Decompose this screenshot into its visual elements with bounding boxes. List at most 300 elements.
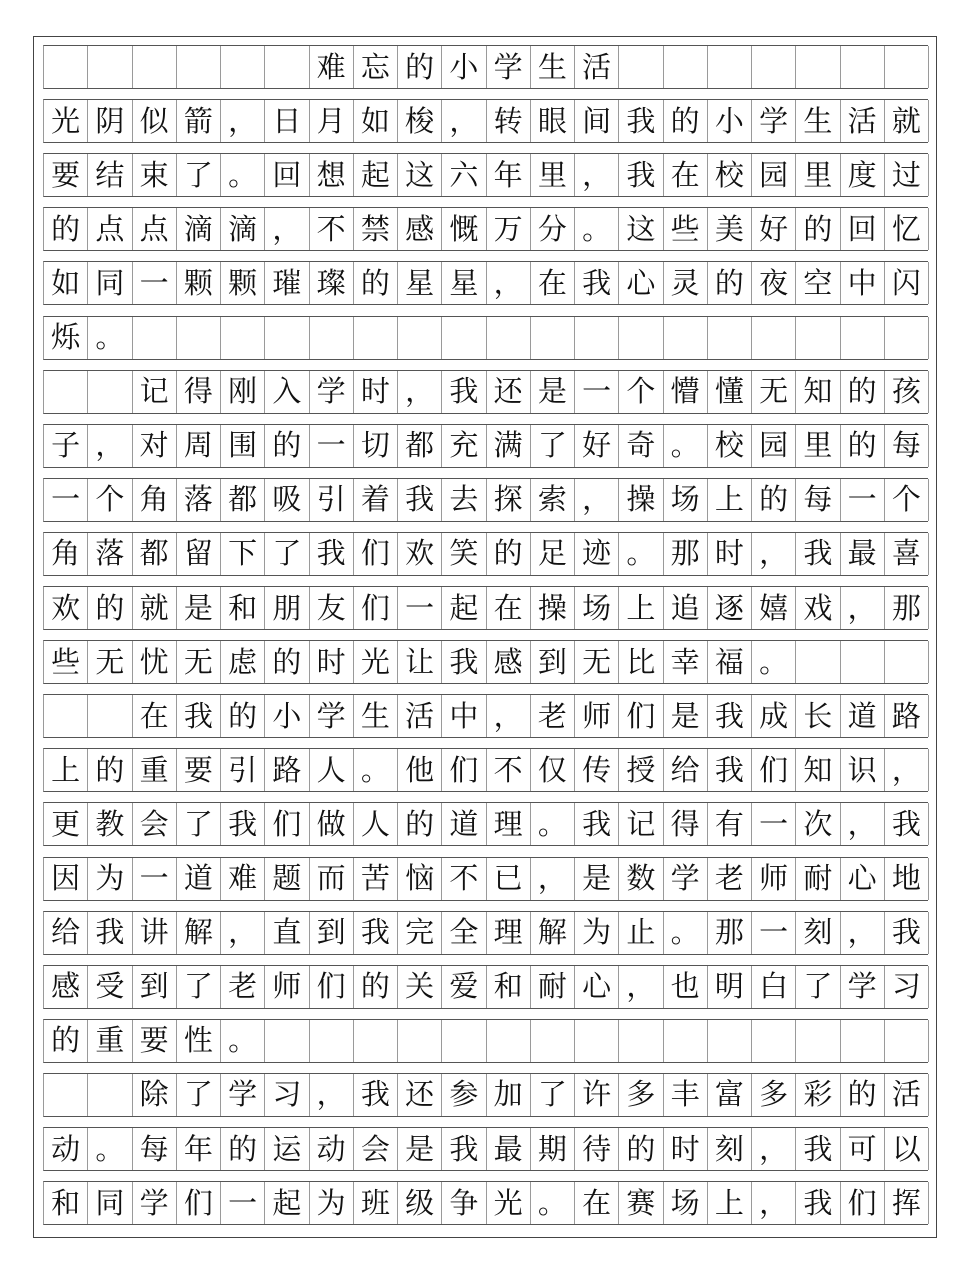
grid-cell: 让 <box>398 641 442 683</box>
grid-cell: 要 <box>44 154 88 196</box>
grid-cell <box>398 1020 442 1062</box>
grid-cell: 老 <box>708 858 752 900</box>
grid-cell <box>88 46 132 88</box>
essay-line <box>43 1073 928 1117</box>
grid-cell: 我 <box>88 912 132 954</box>
grid-cell: 人 <box>310 749 354 791</box>
grid-cell: 每 <box>796 479 840 521</box>
grid-cell: 在 <box>664 154 708 196</box>
grid-cell: 我 <box>354 912 398 954</box>
grid-cell: 恼 <box>398 858 442 900</box>
grid-cell <box>619 317 663 359</box>
grid-cell: 一 <box>310 425 354 467</box>
grid-cell: 点 <box>88 208 132 250</box>
grid-cell: 充 <box>442 425 486 467</box>
grid-cell: 得 <box>664 803 708 845</box>
grid-cell: 学 <box>752 100 796 142</box>
grid-cell: 因 <box>44 858 88 900</box>
grid-cell: 我 <box>708 695 752 737</box>
grid-cell <box>619 1020 663 1062</box>
grid-cell: 孩 <box>885 371 929 413</box>
grid-cell: 分 <box>531 208 575 250</box>
grid-cell <box>841 641 885 683</box>
grid-cell: 道 <box>442 803 486 845</box>
grid-cell: 学 <box>310 371 354 413</box>
grid-cell: 光 <box>354 641 398 683</box>
grid-cell: 为 <box>88 858 132 900</box>
grid-cell: 的 <box>221 695 265 737</box>
grid-cell: 有 <box>708 803 752 845</box>
grid-cell: 这 <box>398 154 442 196</box>
grid-cell: 挥 <box>885 1182 929 1224</box>
grid-cell: 富 <box>708 1074 752 1116</box>
grid-cell: 的 <box>265 425 309 467</box>
grid-cell: 了 <box>177 966 221 1008</box>
essay-line <box>43 261 928 305</box>
grid-cell: 重 <box>133 749 177 791</box>
grid-cell: 记 <box>133 371 177 413</box>
grid-cell: 感 <box>487 641 531 683</box>
grid-cell: 束 <box>133 154 177 196</box>
grid-cell: 引 <box>310 479 354 521</box>
grid-cell: 。 <box>354 749 398 791</box>
grid-cell: 刻 <box>708 1128 752 1170</box>
grid-cell <box>487 317 531 359</box>
grid-cell: 我 <box>221 803 265 845</box>
grid-cell: 性 <box>177 1020 221 1062</box>
grid-cell: 里 <box>796 154 840 196</box>
grid-cell: 周 <box>177 425 221 467</box>
grid-cell: 知 <box>796 749 840 791</box>
grid-cell: 些 <box>664 208 708 250</box>
grid-cell: 对 <box>133 425 177 467</box>
grid-cell: 那 <box>708 912 752 954</box>
grid-cell: 欢 <box>398 533 442 575</box>
grid-cell: 索 <box>531 479 575 521</box>
grid-cell: 园 <box>752 425 796 467</box>
grid-cell: 期 <box>531 1128 575 1170</box>
grid-cell: 。 <box>664 425 708 467</box>
grid-cell: 里 <box>531 154 575 196</box>
grid-cell: 级 <box>398 1182 442 1224</box>
grid-cell: 和 <box>221 587 265 629</box>
grid-cell: 耐 <box>531 966 575 1008</box>
grid-cell: ， <box>531 858 575 900</box>
grid-cell: 星 <box>442 262 486 304</box>
grid-cell: 如 <box>354 100 398 142</box>
grid-cell: 懵 <box>664 371 708 413</box>
grid-cell: 爱 <box>442 966 486 1008</box>
grid-cell: 活 <box>885 1074 929 1116</box>
grid-cell: 老 <box>221 966 265 1008</box>
grid-cell: 小 <box>265 695 309 737</box>
grid-cell: 个 <box>88 479 132 521</box>
grid-cell: 了 <box>531 425 575 467</box>
grid-cell: ， <box>619 966 663 1008</box>
grid-cell: 习 <box>885 966 929 1008</box>
grid-cell <box>531 1020 575 1062</box>
grid-cell: 的 <box>841 1074 885 1116</box>
grid-cell: 每 <box>885 425 929 467</box>
grid-cell: 的 <box>44 208 88 250</box>
grid-cell: 子 <box>44 425 88 467</box>
grid-cell: 虑 <box>221 641 265 683</box>
grid-cell: 以 <box>885 1128 929 1170</box>
grid-cell: 给 <box>664 749 708 791</box>
grid-cell: 一 <box>398 587 442 629</box>
grid-cell: 师 <box>575 695 619 737</box>
grid-cell: 。 <box>531 803 575 845</box>
grid-cell: 生 <box>531 46 575 88</box>
grid-cell: 学 <box>133 1182 177 1224</box>
grid-cell: 起 <box>265 1182 309 1224</box>
grid-cell <box>44 695 88 737</box>
grid-cell: 们 <box>619 695 663 737</box>
grid-cell: 那 <box>885 587 929 629</box>
grid-cell: 路 <box>885 695 929 737</box>
grid-cell: 加 <box>487 1074 531 1116</box>
grid-cell <box>354 317 398 359</box>
grid-cell <box>708 1020 752 1062</box>
grid-cell: 们 <box>310 966 354 1008</box>
grid-cell: 全 <box>442 912 486 954</box>
grid-cell: 点 <box>133 208 177 250</box>
essay-line <box>43 99 928 143</box>
grid-cell: 比 <box>619 641 663 683</box>
grid-cell: 都 <box>398 425 442 467</box>
grid-cell: 师 <box>752 858 796 900</box>
grid-cell: 月 <box>310 100 354 142</box>
grid-cell: 许 <box>575 1074 619 1116</box>
grid-cell <box>44 1074 88 1116</box>
grid-cell: 了 <box>177 1074 221 1116</box>
grid-cell: 留 <box>177 533 221 575</box>
grid-cell: 们 <box>442 749 486 791</box>
essay-line <box>43 424 928 468</box>
grid-cell: 个 <box>885 479 929 521</box>
grid-cell: ， <box>265 208 309 250</box>
grid-cell: 丰 <box>664 1074 708 1116</box>
grid-cell: 我 <box>885 912 929 954</box>
grid-cell: 道 <box>841 695 885 737</box>
grid-cell: 还 <box>398 1074 442 1116</box>
grid-cell: 要 <box>177 749 221 791</box>
grid-cell <box>575 317 619 359</box>
grid-cell: 是 <box>177 587 221 629</box>
grid-cell: 我 <box>398 479 442 521</box>
grid-cell: 了 <box>177 154 221 196</box>
grid-cell: 时 <box>708 533 752 575</box>
grid-cell: 上 <box>44 749 88 791</box>
grid-cell: 里 <box>796 425 840 467</box>
essay-line <box>43 640 928 684</box>
grid-cell: 校 <box>708 154 752 196</box>
grid-cell: 我 <box>177 695 221 737</box>
grid-cell: 争 <box>442 1182 486 1224</box>
grid-cell <box>265 46 309 88</box>
grid-cell: 学 <box>310 695 354 737</box>
grid-cell: 我 <box>796 533 840 575</box>
grid-cell: 心 <box>841 858 885 900</box>
grid-cell: 们 <box>177 1182 221 1224</box>
grid-cell: 美 <box>708 208 752 250</box>
grid-cell: 传 <box>575 749 619 791</box>
grid-cell: 赛 <box>619 1182 663 1224</box>
grid-cell: 了 <box>531 1074 575 1116</box>
grid-cell: 上 <box>619 587 663 629</box>
grid-cell <box>177 317 221 359</box>
grid-cell: 在 <box>575 1182 619 1224</box>
grid-cell: 学 <box>664 858 708 900</box>
grid-cell: 小 <box>708 100 752 142</box>
grid-cell: 好 <box>575 425 619 467</box>
grid-cell: 我 <box>796 1182 840 1224</box>
grid-cell: 已 <box>487 858 531 900</box>
grid-cell: ， <box>487 695 531 737</box>
grid-cell: 直 <box>265 912 309 954</box>
grid-cell: 知 <box>796 371 840 413</box>
grid-cell: ， <box>575 479 619 521</box>
grid-cell: 上 <box>708 479 752 521</box>
essay-line <box>43 911 928 955</box>
grid-cell: 一 <box>575 371 619 413</box>
grid-cell: 心 <box>575 966 619 1008</box>
grid-cell: 的 <box>88 749 132 791</box>
grid-cell: 动 <box>310 1128 354 1170</box>
grid-cell: 一 <box>752 803 796 845</box>
grid-cell: 。 <box>88 1128 132 1170</box>
grid-cell: 不 <box>487 749 531 791</box>
grid-cell <box>841 46 885 88</box>
grid-cell: 如 <box>44 262 88 304</box>
grid-cell: 的 <box>354 966 398 1008</box>
grid-cell: 角 <box>44 533 88 575</box>
grid-cell <box>310 317 354 359</box>
essay-line <box>43 207 928 251</box>
grid-cell: 们 <box>752 749 796 791</box>
grid-cell: 幸 <box>664 641 708 683</box>
grid-cell <box>575 1020 619 1062</box>
grid-cell: 时 <box>310 641 354 683</box>
grid-cell: 更 <box>44 803 88 845</box>
grid-cell: 们 <box>841 1182 885 1224</box>
grid-cell: 运 <box>265 1128 309 1170</box>
grid-cell: 光 <box>487 1182 531 1224</box>
grid-cell: 我 <box>575 262 619 304</box>
grid-cell: 我 <box>575 803 619 845</box>
grid-cell: 我 <box>796 1128 840 1170</box>
essay-line <box>43 748 928 792</box>
grid-cell: 个 <box>619 371 663 413</box>
grid-cell: 时 <box>664 1128 708 1170</box>
grid-cell: 的 <box>221 1128 265 1170</box>
grid-cell <box>133 317 177 359</box>
grid-cell: 禁 <box>354 208 398 250</box>
grid-cell: ， <box>885 749 929 791</box>
grid-cell <box>44 371 88 413</box>
grid-cell: 灵 <box>664 262 708 304</box>
grid-cell: 戏 <box>796 587 840 629</box>
grid-cell: 忧 <box>133 641 177 683</box>
grid-cell: 朋 <box>265 587 309 629</box>
grid-cell: 转 <box>487 100 531 142</box>
grid-cell: 解 <box>531 912 575 954</box>
grid-cell: 学 <box>841 966 885 1008</box>
grid-cell: 除 <box>133 1074 177 1116</box>
grid-cell: 一 <box>133 858 177 900</box>
grid-cell: ， <box>575 154 619 196</box>
grid-cell: 做 <box>310 803 354 845</box>
grid-cell: 我 <box>354 1074 398 1116</box>
grid-cell: 不 <box>442 858 486 900</box>
grid-cell: 的 <box>265 641 309 683</box>
grid-cell: 是 <box>575 858 619 900</box>
grid-cell: 。 <box>88 317 132 359</box>
grid-cell <box>44 46 88 88</box>
grid-cell <box>487 1020 531 1062</box>
grid-cell: 待 <box>575 1128 619 1170</box>
grid-cell: 探 <box>487 479 531 521</box>
grid-cell: 每 <box>133 1128 177 1170</box>
grid-cell: 动 <box>44 1128 88 1170</box>
grid-cell: 老 <box>531 695 575 737</box>
grid-cell: 重 <box>88 1020 132 1062</box>
grid-cell: 我 <box>708 749 752 791</box>
grid-cell: 是 <box>398 1128 442 1170</box>
grid-cell: 在 <box>133 695 177 737</box>
grid-cell: 是 <box>531 371 575 413</box>
grid-cell: ， <box>310 1074 354 1116</box>
grid-cell <box>398 317 442 359</box>
grid-cell: 似 <box>133 100 177 142</box>
grid-cell <box>841 317 885 359</box>
grid-cell: 起 <box>354 154 398 196</box>
grid-cell <box>221 46 265 88</box>
grid-cell: 箭 <box>177 100 221 142</box>
grid-cell <box>796 641 840 683</box>
grid-cell: 的 <box>841 371 885 413</box>
grid-cell: 落 <box>88 533 132 575</box>
grid-cell: 。 <box>752 641 796 683</box>
grid-cell: 忆 <box>885 208 929 250</box>
grid-cell: 完 <box>398 912 442 954</box>
essay-line <box>43 153 928 197</box>
grid-cell: 讲 <box>133 912 177 954</box>
grid-cell: 成 <box>752 695 796 737</box>
grid-cell: 回 <box>265 154 309 196</box>
essay-line <box>43 316 928 360</box>
grid-cell: 师 <box>265 966 309 1008</box>
grid-cell: 止 <box>619 912 663 954</box>
grid-cell: 的 <box>708 262 752 304</box>
grid-cell: 着 <box>354 479 398 521</box>
grid-cell: 笑 <box>442 533 486 575</box>
grid-cell: 难 <box>221 858 265 900</box>
grid-cell: 的 <box>487 533 531 575</box>
grid-cell: 感 <box>398 208 442 250</box>
grid-cell: 那 <box>664 533 708 575</box>
grid-cell: 的 <box>398 46 442 88</box>
grid-cell: 就 <box>885 100 929 142</box>
grid-cell: 们 <box>265 803 309 845</box>
grid-cell: 在 <box>487 587 531 629</box>
grid-cell: 这 <box>619 208 663 250</box>
grid-cell: 。 <box>221 154 265 196</box>
grid-cell: 学 <box>487 46 531 88</box>
grid-cell: ， <box>752 1128 796 1170</box>
grid-cell: 次 <box>796 803 840 845</box>
grid-cell: 到 <box>133 966 177 1008</box>
grid-cell: 间 <box>575 100 619 142</box>
grid-cell: 上 <box>708 1182 752 1224</box>
grid-cell: 的 <box>44 1020 88 1062</box>
grid-cell: 友 <box>310 587 354 629</box>
grid-cell: 无 <box>575 641 619 683</box>
grid-cell: 。 <box>664 912 708 954</box>
essay-line <box>43 532 928 576</box>
grid-cell: 一 <box>752 912 796 954</box>
grid-cell <box>133 46 177 88</box>
grid-cell: 难 <box>310 46 354 88</box>
grid-cell: 光 <box>44 100 88 142</box>
grid-cell: 是 <box>664 695 708 737</box>
grid-cell <box>664 1020 708 1062</box>
grid-cell: 为 <box>310 1182 354 1224</box>
grid-cell: 万 <box>487 208 531 250</box>
grid-cell: ， <box>487 262 531 304</box>
grid-cell: 想 <box>310 154 354 196</box>
grid-cell: ， <box>752 1182 796 1224</box>
grid-cell: 空 <box>796 262 840 304</box>
grid-cell: 给 <box>44 912 88 954</box>
grid-cell <box>708 317 752 359</box>
grid-cell: 地 <box>885 858 929 900</box>
grid-cell: 生 <box>796 100 840 142</box>
grid-cell <box>88 1074 132 1116</box>
grid-cell: 日 <box>265 100 309 142</box>
grid-cell: 不 <box>310 208 354 250</box>
grid-cell <box>88 371 132 413</box>
grid-cell: 颗 <box>221 262 265 304</box>
grid-cell: ， <box>841 912 885 954</box>
grid-cell: 了 <box>796 966 840 1008</box>
grid-cell <box>796 46 840 88</box>
grid-cell: 教 <box>88 803 132 845</box>
grid-cell: 活 <box>398 695 442 737</box>
grid-cell: 最 <box>841 533 885 575</box>
grid-cell: 园 <box>752 154 796 196</box>
grid-cell: 年 <box>487 154 531 196</box>
grid-cell: 阴 <box>88 100 132 142</box>
grid-cell: 都 <box>221 479 265 521</box>
grid-cell: 我 <box>885 803 929 845</box>
grid-cell <box>619 46 663 88</box>
grid-cell: 白 <box>752 966 796 1008</box>
grid-cell <box>841 1020 885 1062</box>
grid-cell <box>442 1020 486 1062</box>
grid-cell <box>708 46 752 88</box>
grid-cell: 题 <box>265 858 309 900</box>
grid-cell: ， <box>88 425 132 467</box>
grid-cell: 围 <box>221 425 265 467</box>
grid-cell: 结 <box>88 154 132 196</box>
grid-cell <box>885 1020 929 1062</box>
grid-cell <box>796 317 840 359</box>
grid-cell: 数 <box>619 858 663 900</box>
grid-cell: 一 <box>44 479 88 521</box>
grid-cell: 。 <box>531 1182 575 1224</box>
grid-cell: 满 <box>487 425 531 467</box>
